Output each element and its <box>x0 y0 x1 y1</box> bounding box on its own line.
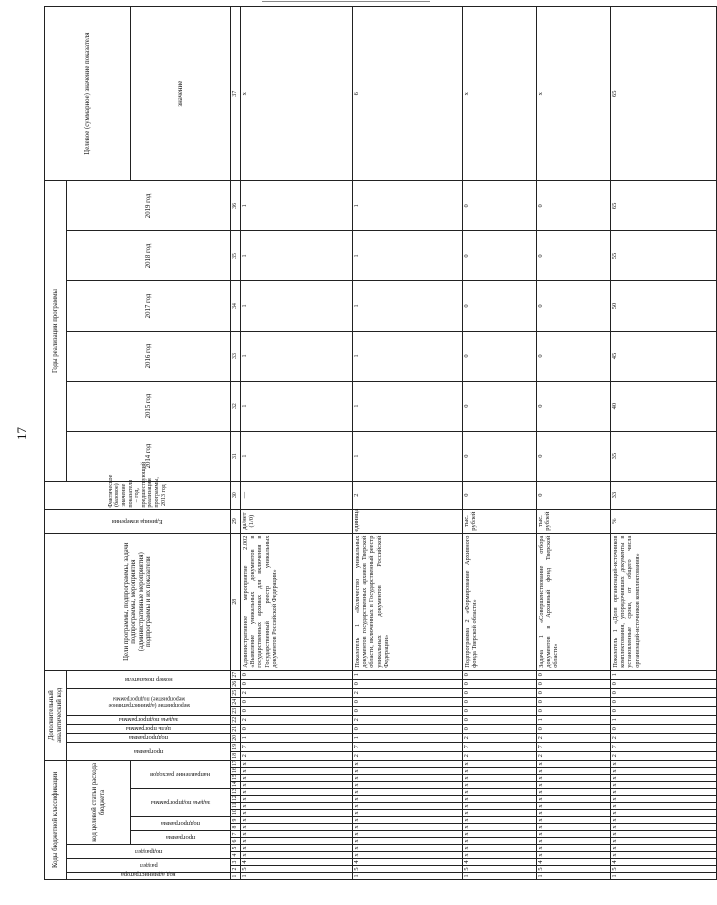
goals-header: Цели программы, подпрограммы, задачи подпрограммы, мероприятия (административные мероприятия) подпрограммы и их показатели <box>45 533 231 670</box>
code-cell: x <box>353 768 463 775</box>
row-description: Подпрограмма 2 «Формирование Архивного фонда Тверской области» <box>463 533 537 670</box>
code-cell: 7 <box>241 742 353 751</box>
code-cell: x <box>537 782 611 789</box>
code-cell: x <box>241 768 353 775</box>
program-goal-header: цель программы <box>67 724 231 733</box>
year-value: 1 <box>353 431 463 481</box>
row-unit: % <box>611 509 717 533</box>
code-cell: x <box>463 831 537 838</box>
year-value: 1 <box>241 331 353 381</box>
column-number: 14 <box>231 782 241 789</box>
code-cell: x <box>463 810 537 817</box>
year-value: 1 <box>241 431 353 481</box>
code-cell: 5 <box>241 866 353 873</box>
code-cell: x <box>537 796 611 803</box>
row-description: Административное мероприятие 2.002 «Выявление уникальных документов в государственных архивах для включения в Государственный реестр уникальных документов Российской Федерации» <box>241 533 353 670</box>
year-2018: 2018 год <box>67 231 231 281</box>
code-cell: x <box>353 810 463 817</box>
code-cell: x <box>537 845 611 852</box>
year-value: 0 <box>463 431 537 481</box>
code-cell: x <box>241 831 353 838</box>
admin-code-header: код администратора <box>67 873 231 880</box>
code-cell: 0 <box>241 724 353 733</box>
year-2014: 2014 год <box>67 431 231 481</box>
year-value: 0 <box>537 181 611 231</box>
code-cell: x <box>463 768 537 775</box>
row-target-value: 6 <box>353 7 463 181</box>
column-number: 9 <box>231 817 241 824</box>
table-row <box>537 7 611 880</box>
year-value: 0 <box>537 281 611 331</box>
code-cell: 1 <box>353 873 463 880</box>
code-cell: x <box>353 838 463 845</box>
row-base-value: 0 <box>537 481 611 509</box>
code-cell: 0 <box>611 688 717 697</box>
code-cell: x <box>463 775 537 782</box>
year-2017: 2017 год <box>67 281 231 331</box>
code-cell: x <box>241 775 353 782</box>
unit-header: Единица измерения <box>45 509 231 533</box>
row-description: Показатель 1 «Доля организаций-источников комплектования, упорядочивших документы в установленные сроки, от общего числа организаций-источников комплектования» <box>611 533 717 670</box>
code-cell: x <box>463 852 537 859</box>
column-number: 4 <box>231 852 241 859</box>
code-cell: x <box>353 824 463 831</box>
column-number: 29 <box>231 509 241 533</box>
code-cell: 2 <box>241 715 353 724</box>
code-cell: x <box>611 760 717 767</box>
table-row <box>353 7 463 880</box>
code-cell: x <box>241 782 353 789</box>
code-cell: x <box>463 845 537 852</box>
year-value: 0 <box>537 231 611 281</box>
code-cell: x <box>463 838 537 845</box>
column-number: 7 <box>231 831 241 838</box>
code-cell: x <box>353 831 463 838</box>
code-cell: x <box>611 789 717 796</box>
page-number: 17 <box>14 427 29 440</box>
code-cell: x <box>241 817 353 824</box>
column-number: 32 <box>231 381 241 431</box>
column-number: 35 <box>231 231 241 281</box>
table-row <box>611 7 717 880</box>
column-number: 6 <box>231 838 241 845</box>
code-cell: 0 <box>537 697 611 706</box>
code-cell: x <box>611 796 717 803</box>
code-cell: 0 <box>537 670 611 679</box>
code-cell: 4 <box>241 859 353 866</box>
column-number: 13 <box>231 789 241 796</box>
code-cell: x <box>537 789 611 796</box>
row-unit: тыс. рублей <box>463 509 537 533</box>
column-number: 11 <box>231 803 241 810</box>
code-cell: 5 <box>537 866 611 873</box>
year-2016: 2016 год <box>67 331 231 381</box>
code-cell: x <box>611 775 717 782</box>
code-cell: 0 <box>463 724 537 733</box>
code-cell: 2 <box>463 751 537 760</box>
subprogram-add-header: подпрограмма <box>67 733 231 742</box>
code-cell: 1 <box>611 715 717 724</box>
column-number: 5 <box>231 845 241 852</box>
code-cell: x <box>611 824 717 831</box>
column-number: 23 <box>231 706 241 715</box>
year-value: 0 <box>537 381 611 431</box>
code-cell: x <box>241 810 353 817</box>
column-number: 19 <box>231 742 241 751</box>
code-cell: x <box>353 803 463 810</box>
code-cell: 4 <box>611 859 717 866</box>
row-base-value: — <box>241 481 353 509</box>
code-cell: 0 <box>537 688 611 697</box>
year-value: 1 <box>353 381 463 431</box>
code-cell: x <box>611 852 717 859</box>
code-cell: 2 <box>537 751 611 760</box>
code-cell: 2 <box>537 733 611 742</box>
code-cell: x <box>537 760 611 767</box>
code-cell: x <box>537 810 611 817</box>
column-number: 24 <box>231 697 241 706</box>
code-cell: x <box>611 803 717 810</box>
code-cell: x <box>611 768 717 775</box>
year-value: 0 <box>537 431 611 481</box>
years-header: Годы реализации программы <box>45 181 67 481</box>
code-cell: 0 <box>463 697 537 706</box>
year-value: 65 <box>611 181 717 231</box>
code-cell: 2 <box>353 751 463 760</box>
fact-header: Фактическое (базовое) значение показателя – год, предшествующий реализации программы, 2013 год <box>45 481 231 509</box>
code-cell: x <box>353 775 463 782</box>
code-cell: x <box>611 817 717 824</box>
row-target-value: 65 <box>611 7 717 181</box>
year-value: 1 <box>241 281 353 331</box>
year-value: 1 <box>241 181 353 231</box>
code-cell: 1 <box>353 733 463 742</box>
code-cell: 2 <box>241 688 353 697</box>
column-number: 26 <box>231 679 241 688</box>
measure-number-header: номер показателя <box>67 670 231 688</box>
row-unit: единица <box>353 509 463 533</box>
program-add-header: программа <box>67 742 231 760</box>
code-cell: 0 <box>463 688 537 697</box>
column-number: 36 <box>231 181 241 231</box>
code-cell: x <box>537 803 611 810</box>
code-cell: 0 <box>353 697 463 706</box>
code-cell: x <box>537 775 611 782</box>
row-base-value: 0 <box>463 481 537 509</box>
code-cell: 2 <box>611 733 717 742</box>
column-number: 20 <box>231 733 241 742</box>
additional-code-header: Дополнительный аналитический код <box>45 670 67 760</box>
year-value: 40 <box>611 381 717 431</box>
year-value: 35 <box>611 431 717 481</box>
column-number: 21 <box>231 724 241 733</box>
code-cell: x <box>353 817 463 824</box>
code-cell: 0 <box>611 697 717 706</box>
code-cell: 0 <box>353 679 463 688</box>
code-cell: 0 <box>241 697 353 706</box>
year-value: 1 <box>353 181 463 231</box>
code-cell: x <box>353 845 463 852</box>
column-number: 8 <box>231 824 241 831</box>
code-cell: 0 <box>463 679 537 688</box>
code-cell: x <box>241 760 353 767</box>
code-cell: x <box>463 796 537 803</box>
code-cell: x <box>611 810 717 817</box>
code-cell: 0 <box>463 715 537 724</box>
code-cell: 4 <box>463 859 537 866</box>
code-cell: x <box>537 768 611 775</box>
code-cell: 7 <box>611 742 717 751</box>
column-number: 1 <box>231 873 241 880</box>
column-number: 28 <box>231 533 241 670</box>
target-article-header: код целевой статьи расхода бюджета <box>67 760 131 844</box>
code-cell: 0 <box>463 706 537 715</box>
code-cell: 4 <box>353 859 463 866</box>
code-cell: 7 <box>537 742 611 751</box>
top-rule <box>262 1 430 2</box>
code-cell: x <box>463 824 537 831</box>
code-cell: x <box>353 852 463 859</box>
code-cell: x <box>353 789 463 796</box>
column-number: 3 <box>231 859 241 866</box>
rotated-table-wrapper <box>44 6 641 880</box>
column-number: 12 <box>231 796 241 803</box>
target-header: Целевое (суммарное) значение показателя <box>45 7 131 181</box>
code-cell: 0 <box>463 670 537 679</box>
year-value: 1 <box>353 281 463 331</box>
code-cell: 7 <box>353 742 463 751</box>
code-cell: 2 <box>353 715 463 724</box>
code-cell: 4 <box>537 859 611 866</box>
column-number: 17 <box>231 760 241 767</box>
year-value: 45 <box>611 331 717 381</box>
code-cell: 0 <box>537 706 611 715</box>
code-cell: x <box>463 782 537 789</box>
code-cell: 0 <box>611 679 717 688</box>
code-cell: x <box>241 803 353 810</box>
code-cell: x <box>611 845 717 852</box>
code-cell: 7 <box>463 742 537 751</box>
code-cell: x <box>353 796 463 803</box>
code-cell: x <box>611 782 717 789</box>
code-cell: x <box>537 831 611 838</box>
year-2015: 2015 год <box>67 381 231 431</box>
value-header: значение <box>131 7 231 181</box>
year-value: 1 <box>353 331 463 381</box>
table-row <box>463 7 537 880</box>
row-target-value: x <box>241 7 353 181</box>
code-cell: 1 <box>611 670 717 679</box>
row-unit: да/нет (1/0) <box>241 509 353 533</box>
task-subprogram-add-header: задача подпрограммы <box>67 715 231 724</box>
row-unit: тыс. рублей <box>537 509 611 533</box>
code-cell: 2 <box>241 751 353 760</box>
code-cell: 0 <box>611 724 717 733</box>
code-cell: x <box>241 789 353 796</box>
year-value: 0 <box>463 331 537 381</box>
code-cell: 1 <box>537 873 611 880</box>
code-cell: x <box>537 824 611 831</box>
code-cell: 2 <box>353 688 463 697</box>
year-value: 0 <box>463 281 537 331</box>
code-cell: x <box>537 817 611 824</box>
code-cell: 1 <box>463 873 537 880</box>
code-cell: 0 <box>241 670 353 679</box>
column-number: 18 <box>231 751 241 760</box>
code-cell: x <box>353 760 463 767</box>
year-value: 0 <box>463 181 537 231</box>
column-number: 31 <box>231 431 241 481</box>
code-cell: x <box>241 845 353 852</box>
column-number: 33 <box>231 331 241 381</box>
table-row <box>241 7 353 880</box>
code-cell: 0 <box>241 706 353 715</box>
code-cell: x <box>241 824 353 831</box>
column-number: 34 <box>231 281 241 331</box>
column-number: 30 <box>231 481 241 509</box>
code-cell: 1 <box>241 873 353 880</box>
budget-codes-header: Коды бюджетной классификации <box>45 760 67 879</box>
subprogram-header: подпрограмма <box>131 817 231 831</box>
row-target-value: x <box>537 7 611 181</box>
code-cell: x <box>611 838 717 845</box>
code-cell: x <box>611 831 717 838</box>
column-number: 25 <box>231 688 241 697</box>
task-subprogram-header: задача подпрограммы <box>131 789 231 817</box>
row-description: Показатель 1 «Количество уникальных документов государственных архивов Тверской области, включенных в Государственный реестр уникальных документов Российской Федерации» <box>353 533 463 670</box>
column-numbers-row <box>231 7 241 880</box>
code-cell: 0 <box>353 706 463 715</box>
code-cell: 0 <box>537 724 611 733</box>
code-cell: 2 <box>463 733 537 742</box>
column-number: 2 <box>231 866 241 873</box>
program-header: программа <box>131 831 231 845</box>
code-cell: 0 <box>241 679 353 688</box>
year-value: 0 <box>463 381 537 431</box>
year-value: 50 <box>611 281 717 331</box>
code-cell: 0 <box>611 706 717 715</box>
code-cell: x <box>241 838 353 845</box>
column-number: 15 <box>231 775 241 782</box>
column-number: 37 <box>231 7 241 181</box>
expense-direction-header: направление расходов <box>131 760 231 788</box>
column-number: 10 <box>231 810 241 817</box>
subsection-header: подраздел <box>67 845 231 859</box>
row-description: Задача 1 «Совершенствование отбора документов в Архивный фонд Тверской области» <box>537 533 611 670</box>
code-cell: 2 <box>611 751 717 760</box>
measure-header: мероприятие (административное мероприятие) подпрограммы <box>67 688 231 715</box>
code-cell: 5 <box>353 866 463 873</box>
code-cell: x <box>463 803 537 810</box>
code-cell: x <box>537 852 611 859</box>
section-header: раздел <box>67 859 231 873</box>
row-base-value: 33 <box>611 481 717 509</box>
code-cell: x <box>537 838 611 845</box>
code-cell: x <box>241 796 353 803</box>
column-number: 16 <box>231 768 241 775</box>
code-cell: 1 <box>353 670 463 679</box>
code-cell: x <box>463 817 537 824</box>
code-cell: 5 <box>611 866 717 873</box>
code-cell: 1 <box>241 733 353 742</box>
row-base-value: 2 <box>353 481 463 509</box>
program-indicators-table <box>44 6 717 880</box>
code-cell: 1 <box>611 873 717 880</box>
code-cell: 5 <box>463 866 537 873</box>
code-cell: x <box>353 782 463 789</box>
code-cell: 0 <box>537 679 611 688</box>
year-value: 1 <box>353 231 463 281</box>
column-number: 22 <box>231 715 241 724</box>
year-2019: 2019 год <box>67 181 231 231</box>
code-cell: 1 <box>537 715 611 724</box>
year-value: 1 <box>241 231 353 281</box>
code-cell: 0 <box>353 724 463 733</box>
year-value: 0 <box>537 331 611 381</box>
code-cell: x <box>241 852 353 859</box>
year-value: 0 <box>463 231 537 281</box>
year-value: 1 <box>241 381 353 431</box>
year-value: 55 <box>611 231 717 281</box>
code-cell: x <box>463 789 537 796</box>
row-target-value: x <box>463 7 537 181</box>
column-number: 27 <box>231 670 241 679</box>
code-cell: x <box>463 760 537 767</box>
